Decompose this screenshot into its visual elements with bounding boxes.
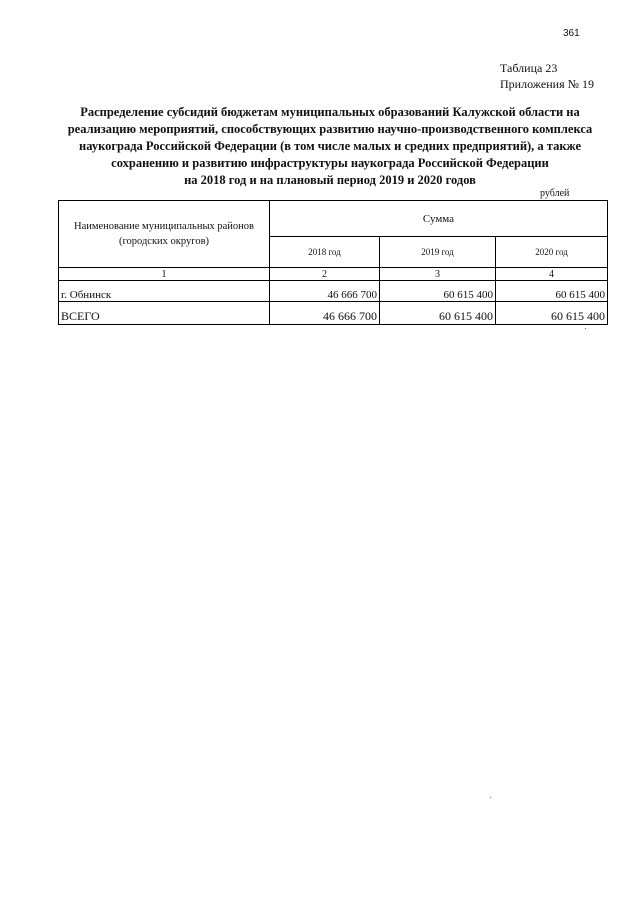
title-line: реализацию мероприятий, способствующих развитию научно-производственного комплекса (67, 122, 593, 136)
value-2018: 46 666 700 (270, 281, 380, 302)
title-line: на 2018 год и на плановый период 2019 и 2020 годов (184, 173, 476, 187)
subsidy-table (58, 200, 608, 325)
total-2019: 60 615 400 (380, 302, 496, 325)
header-sum: Сумма (270, 201, 608, 237)
scan-speck (490, 797, 491, 798)
page-number: 361 (563, 28, 580, 39)
total-label: ВСЕГО (59, 302, 270, 325)
municipality-name: г. Обнинск (59, 281, 270, 302)
title-line: Распределение субсидий бюджетам муниципальных образований Калужской области на (80, 105, 580, 119)
table-row (59, 281, 608, 302)
value-2020: 60 615 400 (496, 281, 608, 302)
column-number: 2 (270, 268, 380, 281)
scan-speck (585, 328, 586, 329)
units-label: рублей (540, 188, 570, 199)
column-number: 1 (59, 268, 270, 281)
value-2019: 60 615 400 (380, 281, 496, 302)
header-name-column: Наименование муниципальных районов (городских округов) (59, 201, 270, 268)
appendix-number: Приложения № 19 (500, 77, 595, 91)
total-row (59, 302, 608, 325)
table-reference (500, 60, 594, 92)
total-2020: 60 615 400 (496, 302, 608, 325)
total-2018: 46 666 700 (270, 302, 380, 325)
document-title (60, 104, 600, 189)
header-year-2020: 2020 год (496, 237, 608, 268)
column-number: 3 (380, 268, 496, 281)
table-number: Таблица 23 (500, 61, 558, 75)
header-year-2018: 2018 год (270, 237, 380, 268)
column-number: 4 (496, 268, 608, 281)
title-line: сохранению и развитию инфраструктуры наукограда Российской Федерации (111, 156, 549, 170)
title-line: наукограда Российской Федерации (в том числе малых и средних предприятий), а также (79, 139, 581, 153)
header-year-2019: 2019 год (380, 237, 496, 268)
